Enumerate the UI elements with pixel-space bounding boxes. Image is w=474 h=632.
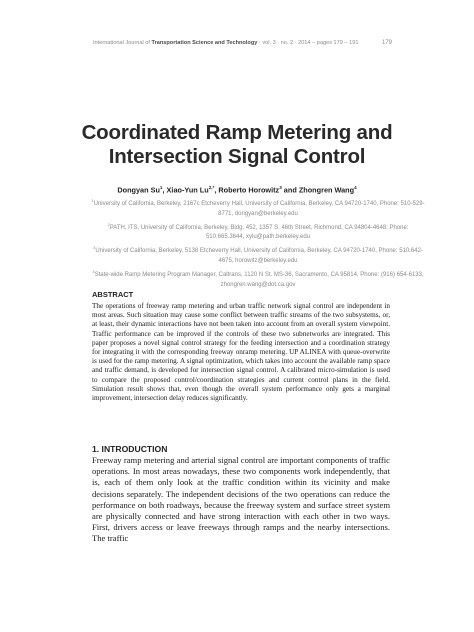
author-sup: 1 (159, 185, 163, 190)
affiliation-sup: 3 (93, 245, 96, 251)
affiliation-sup: 2 (107, 221, 110, 227)
author-name: Zhongren Wang (298, 185, 355, 195)
journal-header (93, 40, 393, 46)
affiliation-sup: 1 (91, 198, 94, 203)
author-name: Xiao-Yun Lu (166, 185, 209, 195)
author-list (40, 185, 434, 194)
affiliation-sup: 4 (92, 268, 95, 274)
author-separator: , (162, 185, 167, 195)
affiliation-text: University of California, Berkeley, 5138 Etcheverry Hall, University of California, Berkeley, CA 94720-1740, Phone: 510.642-4675, horowitz@berkeley.edu (95, 248, 423, 264)
author-name: Dongyan Su (117, 185, 160, 195)
author-separator: and (281, 185, 299, 195)
abstract-body: The operations of freeway ramp metering and urban traffic network signal control are independent in most areas. Such situation may cause some conflict between traffic streams of the two subsystems, or, at least, their dynamic interactions have not been taken into account from an overall system viewpoint. Traffic performance can be improved if the controls of these two subnetworks are integrated. This paper proposes a novel signal control strategy for the feeding intersection and a coordination strategy for integrating it with the corresponding freeway onramp metering. UP ALINEA with queue-overwrite is used for the ramp metering. A signal optimization, which takes into account the available ramp space and traffic demand, is developed for intersection signal control. A calibrated micro-simulation is used to compare the proposed control/coordination strategies and current control plans in the field. Simulation result shows that, even though the overall system performance only gets a marginal improvement, intersection delay reduces significantly. (92, 302, 390, 403)
affiliation-text: University of California, Berkeley, 2167c Etcheverry Hall, University of California, Berkeley, CA 94720-1740, Phone: 510-529-8771, dongyan@berkeley.edu (93, 201, 425, 217)
affiliation (88, 243, 428, 267)
page-number: 179 (382, 40, 393, 46)
affiliation (88, 267, 428, 291)
introduction-heading: 1. INTRODUCTION (92, 444, 168, 454)
author-sup: 2,* (208, 185, 215, 190)
author-sup: 4 (354, 185, 357, 190)
affiliation (88, 220, 428, 244)
journal-name: Transportation Science and Technology (151, 40, 258, 46)
abstract-heading: ABSTRACT (92, 290, 134, 299)
journal-prefix: International Journal of (93, 40, 152, 46)
journal-issue: · vol. 3 · no. 2 · 2014 – pages 179 – 191 (257, 40, 359, 46)
affiliation-text: PATH, ITS, University of California, Berkeley, Bldg. 452, 1357 S. 46th Street, Richmond, CA 94804-4648; Phone: 510.665.3644, xylu@path.berkeley.edu (109, 224, 409, 241)
author-sup: 3 (279, 185, 282, 190)
author-separator: , (214, 185, 219, 195)
affiliation (88, 196, 428, 220)
author-name: Roberto Horowitz (218, 185, 280, 195)
paper-title: Coordinated Ramp Metering and Intersection Signal Control (81, 121, 393, 168)
introduction-body: Freeway ramp metering and arterial signal control are important components of traffic operations. In most areas nowadays, these two components work independently, that is, each of them only look at the traffic condition within its vicinity and make decisions separately. The independent decisions of the two operations can reduce the performance on both roadways, because the freeway system and surface street system are physically connected and have strong interaction with each other in two ways. First, drivers access or leave freeways through ramps and the nearby intersections. The traffic (92, 455, 390, 544)
affiliation-list (88, 196, 428, 290)
affiliation-text: State-wide Ramp Metering Program Manager, Caltrans, 1120 N St. MS-36, Sacramento, CA 95814, Phone: (916) 654-6133, zhongren.wang@dot.ca.gov (94, 271, 424, 288)
